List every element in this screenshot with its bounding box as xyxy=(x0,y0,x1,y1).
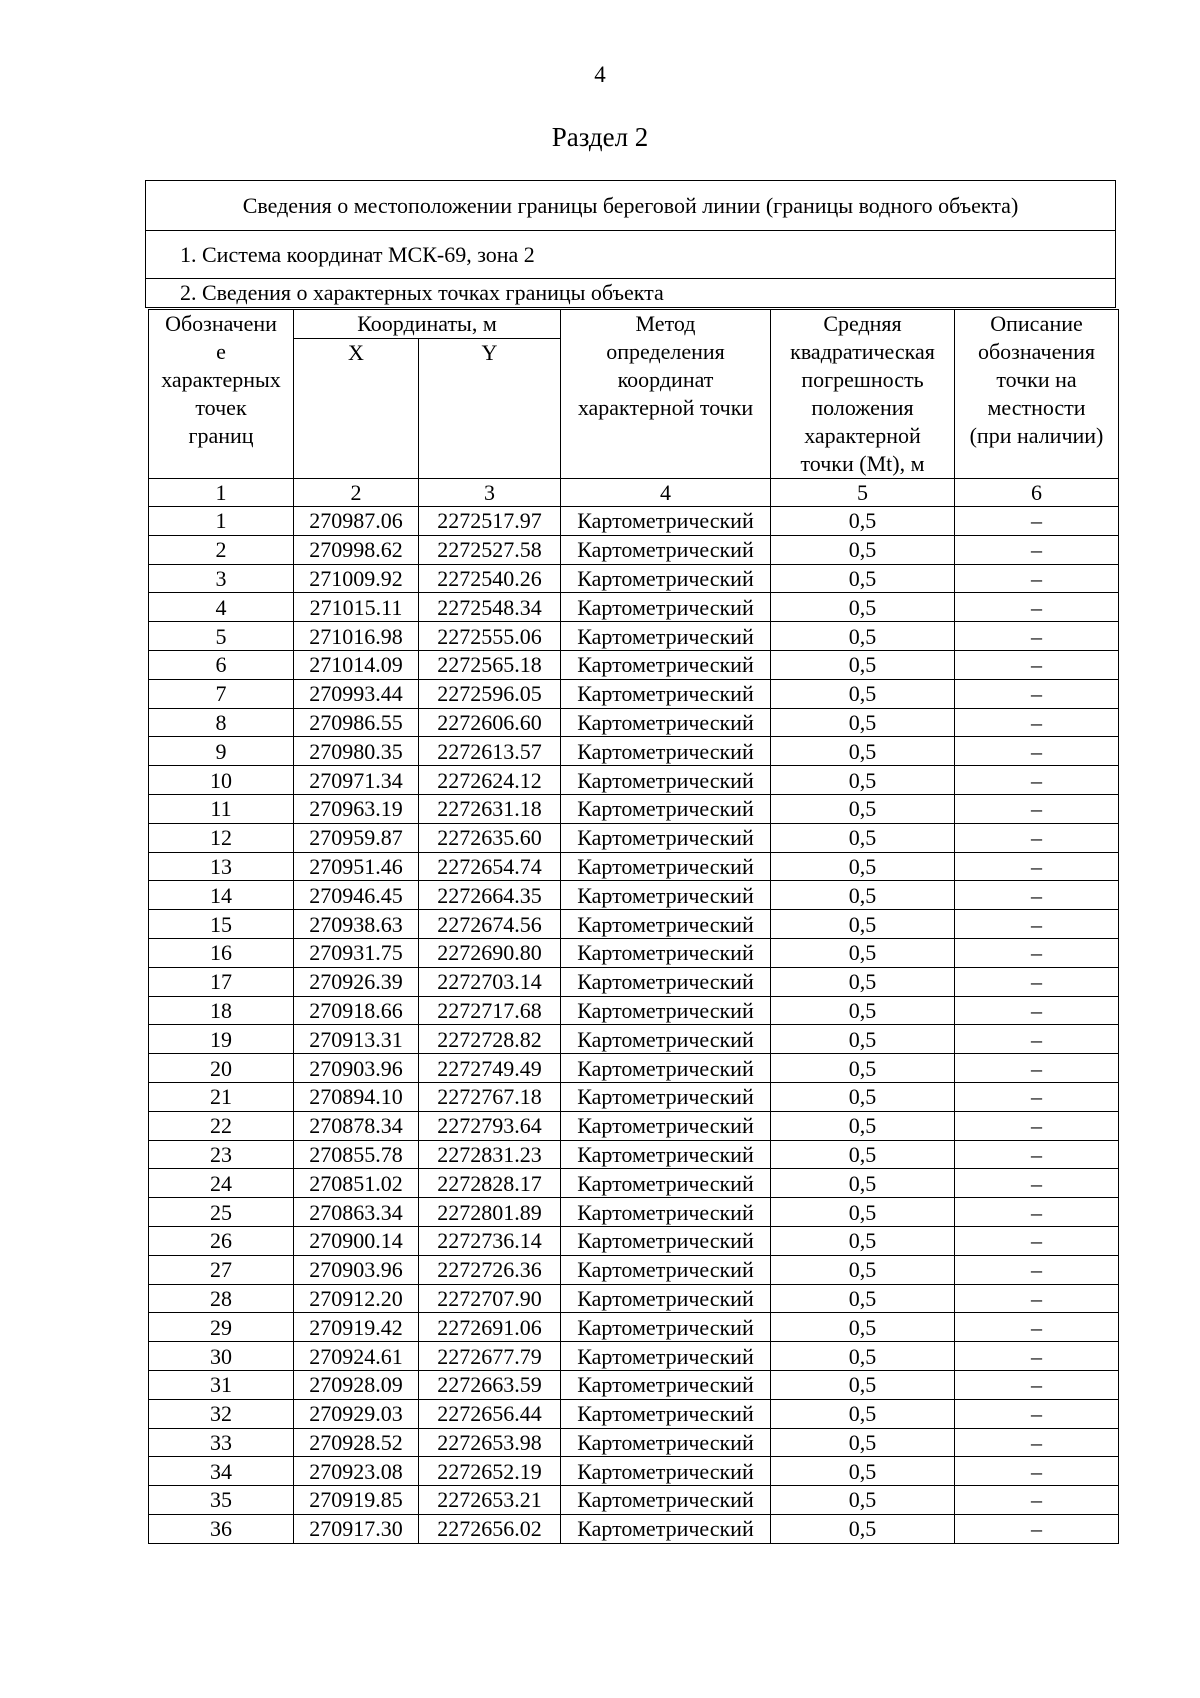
table-row xyxy=(149,708,1119,737)
y-coordinate-cell: 2272624.12 xyxy=(419,766,561,795)
point-number-cell: 36 xyxy=(149,1514,294,1543)
error-cell: 0,5 xyxy=(771,1140,955,1169)
method-cell: Картометрический xyxy=(561,650,771,679)
y-coordinate-cell: 2272631.18 xyxy=(419,794,561,823)
x-coordinate-cell: 270863.34 xyxy=(294,1198,419,1227)
point-number-cell: 16 xyxy=(149,938,294,967)
error-cell: 0,5 xyxy=(771,1025,955,1054)
description-cell: – xyxy=(955,881,1119,910)
method-cell: Картометрический xyxy=(561,910,771,939)
table-row xyxy=(149,507,1119,536)
table-row xyxy=(149,1025,1119,1054)
x-coordinate-cell: 270878.34 xyxy=(294,1111,419,1140)
description-cell: – xyxy=(955,1457,1119,1486)
point-number-cell: 4 xyxy=(149,593,294,622)
method-cell: Картометрический xyxy=(561,794,771,823)
method-cell: Картометрический xyxy=(561,1054,771,1083)
description-cell: – xyxy=(955,1284,1119,1313)
method-cell: Картометрический xyxy=(561,938,771,967)
table-row xyxy=(149,1054,1119,1083)
method-cell: Картометрический xyxy=(561,967,771,996)
table-row xyxy=(149,1198,1119,1227)
description-cell: – xyxy=(955,766,1119,795)
error-cell: 0,5 xyxy=(771,535,955,564)
description-cell: – xyxy=(955,1025,1119,1054)
method-cell: Картометрический xyxy=(561,564,771,593)
point-number-cell: 7 xyxy=(149,679,294,708)
point-number-cell: 19 xyxy=(149,1025,294,1054)
y-coordinate-cell: 2272653.98 xyxy=(419,1428,561,1457)
table-row xyxy=(149,737,1119,766)
y-coordinate-cell: 2272831.23 xyxy=(419,1140,561,1169)
table-row xyxy=(149,535,1119,564)
x-coordinate-cell: 270993.44 xyxy=(294,679,419,708)
y-coordinate-cell: 2272801.89 xyxy=(419,1198,561,1227)
table-row xyxy=(149,1342,1119,1371)
x-coordinate-cell: 271009.92 xyxy=(294,564,419,593)
error-cell: 0,5 xyxy=(771,881,955,910)
x-coordinate-cell: 270912.20 xyxy=(294,1284,419,1313)
description-cell: – xyxy=(955,1140,1119,1169)
error-cell: 0,5 xyxy=(771,737,955,766)
table-row xyxy=(149,967,1119,996)
description-cell: – xyxy=(955,622,1119,651)
table-row xyxy=(149,1111,1119,1140)
table-row xyxy=(149,823,1119,852)
error-cell: 0,5 xyxy=(771,1226,955,1255)
column-number: 1 xyxy=(149,479,294,507)
table-row xyxy=(149,1457,1119,1486)
x-coordinate-cell: 270913.31 xyxy=(294,1025,419,1054)
error-cell: 0,5 xyxy=(771,938,955,967)
y-coordinate-cell: 2272726.36 xyxy=(419,1255,561,1284)
point-number-cell: 26 xyxy=(149,1226,294,1255)
header-method: Метод определения координат характерной точки xyxy=(561,310,771,479)
point-number-cell: 35 xyxy=(149,1486,294,1515)
point-number-cell: 33 xyxy=(149,1428,294,1457)
method-cell: Картометрический xyxy=(561,1111,771,1140)
table-row xyxy=(149,1399,1119,1428)
y-coordinate-cell: 2272606.60 xyxy=(419,708,561,737)
point-number-cell: 3 xyxy=(149,564,294,593)
x-coordinate-cell: 270986.55 xyxy=(294,708,419,737)
y-coordinate-cell: 2272596.05 xyxy=(419,679,561,708)
description-cell: – xyxy=(955,564,1119,593)
y-coordinate-cell: 2272540.26 xyxy=(419,564,561,593)
header-error: Средняя квадратическая погрешность положения характерной точки (Mt), м xyxy=(771,310,955,479)
error-cell: 0,5 xyxy=(771,823,955,852)
x-coordinate-cell: 270919.85 xyxy=(294,1486,419,1515)
table-row xyxy=(149,996,1119,1025)
error-cell: 0,5 xyxy=(771,564,955,593)
point-number-cell: 2 xyxy=(149,535,294,564)
y-coordinate-cell: 2272664.35 xyxy=(419,881,561,910)
table-row xyxy=(149,1226,1119,1255)
table-row xyxy=(149,1514,1119,1543)
section-title: Раздел 2 xyxy=(551,122,649,152)
description-cell: – xyxy=(955,1198,1119,1227)
y-coordinate-cell: 2272635.60 xyxy=(419,823,561,852)
column-number: 5 xyxy=(771,479,955,507)
table-row xyxy=(149,679,1119,708)
method-cell: Картометрический xyxy=(561,1399,771,1428)
y-coordinate-cell: 2272656.02 xyxy=(419,1514,561,1543)
x-coordinate-cell: 271014.09 xyxy=(294,650,419,679)
y-coordinate-cell: 2272613.57 xyxy=(419,737,561,766)
error-cell: 0,5 xyxy=(771,1514,955,1543)
y-coordinate-cell: 2272793.64 xyxy=(419,1111,561,1140)
error-cell: 0,5 xyxy=(771,996,955,1025)
x-coordinate-cell: 270987.06 xyxy=(294,507,419,536)
method-cell: Картометрический xyxy=(561,1198,771,1227)
x-coordinate-cell: 271016.98 xyxy=(294,622,419,651)
method-cell: Картометрический xyxy=(561,507,771,536)
method-cell: Картометрический xyxy=(561,679,771,708)
method-cell: Картометрический xyxy=(561,852,771,881)
point-number-cell: 18 xyxy=(149,996,294,1025)
error-cell: 0,5 xyxy=(771,1198,955,1227)
y-coordinate-cell: 2272736.14 xyxy=(419,1226,561,1255)
description-cell: – xyxy=(955,679,1119,708)
x-coordinate-cell: 270963.19 xyxy=(294,794,419,823)
point-number-cell: 27 xyxy=(149,1255,294,1284)
point-number-cell: 1 xyxy=(149,507,294,536)
method-cell: Картометрический xyxy=(561,1514,771,1543)
x-coordinate-cell: 271015.11 xyxy=(294,593,419,622)
y-coordinate-cell: 2272517.97 xyxy=(419,507,561,536)
x-coordinate-cell: 270971.34 xyxy=(294,766,419,795)
error-cell: 0,5 xyxy=(771,1313,955,1342)
x-coordinate-cell: 270855.78 xyxy=(294,1140,419,1169)
y-coordinate-cell: 2272728.82 xyxy=(419,1025,561,1054)
table-row xyxy=(149,622,1119,651)
x-coordinate-cell: 270946.45 xyxy=(294,881,419,910)
description-cell: – xyxy=(955,1342,1119,1371)
coordinate-system: 1. Система координат МСК-69, зона 2 xyxy=(146,231,1115,279)
error-cell: 0,5 xyxy=(771,1255,955,1284)
error-cell: 0,5 xyxy=(771,1486,955,1515)
header-designation: Обозначени е характерных точек границ xyxy=(149,310,294,479)
table-row xyxy=(149,1486,1119,1515)
error-cell: 0,5 xyxy=(771,1169,955,1198)
y-coordinate-cell: 2272565.18 xyxy=(419,650,561,679)
description-cell: – xyxy=(955,852,1119,881)
method-cell: Картометрический xyxy=(561,593,771,622)
table-row xyxy=(149,1313,1119,1342)
point-number-cell: 22 xyxy=(149,1111,294,1140)
y-coordinate-cell: 2272767.18 xyxy=(419,1082,561,1111)
y-coordinate-cell: 2272707.90 xyxy=(419,1284,561,1313)
point-number-cell: 32 xyxy=(149,1399,294,1428)
description-cell: – xyxy=(955,1399,1119,1428)
description-cell: – xyxy=(955,1370,1119,1399)
method-cell: Картометрический xyxy=(561,1370,771,1399)
x-coordinate-cell: 270903.96 xyxy=(294,1255,419,1284)
table-row xyxy=(149,650,1119,679)
x-coordinate-cell: 270929.03 xyxy=(294,1399,419,1428)
method-cell: Картометрический xyxy=(561,1457,771,1486)
description-cell: – xyxy=(955,708,1119,737)
error-cell: 0,5 xyxy=(771,1284,955,1313)
x-coordinate-cell: 270998.62 xyxy=(294,535,419,564)
points-heading: 2. Сведения о характерных точках границы объекта xyxy=(180,280,664,305)
error-cell: 0,5 xyxy=(771,622,955,651)
box-title: Сведения о местоположении границы береговой линии (границы водного объекта) xyxy=(146,181,1115,231)
method-cell: Картометрический xyxy=(561,535,771,564)
point-number-cell: 28 xyxy=(149,1284,294,1313)
description-cell: – xyxy=(955,1486,1119,1515)
x-coordinate-cell: 270900.14 xyxy=(294,1226,419,1255)
point-number-cell: 13 xyxy=(149,852,294,881)
point-number-cell: 11 xyxy=(149,794,294,823)
x-coordinate-cell: 270926.39 xyxy=(294,967,419,996)
x-coordinate-cell: 270951.46 xyxy=(294,852,419,881)
description-cell: – xyxy=(955,737,1119,766)
method-cell: Картометрический xyxy=(561,622,771,651)
point-number-cell: 23 xyxy=(149,1140,294,1169)
method-cell: Картометрический xyxy=(561,1486,771,1515)
point-number-cell: 29 xyxy=(149,1313,294,1342)
y-coordinate-cell: 2272674.56 xyxy=(419,910,561,939)
method-cell: Картометрический xyxy=(561,1169,771,1198)
table-row xyxy=(149,766,1119,795)
table-row xyxy=(149,1284,1119,1313)
description-cell: – xyxy=(955,1054,1119,1083)
method-cell: Картометрический xyxy=(561,1025,771,1054)
y-coordinate-cell: 2272663.59 xyxy=(419,1370,561,1399)
method-cell: Картометрический xyxy=(561,1226,771,1255)
x-coordinate-cell: 270851.02 xyxy=(294,1169,419,1198)
x-coordinate-cell: 270924.61 xyxy=(294,1342,419,1371)
y-coordinate-cell: 2272690.80 xyxy=(419,938,561,967)
x-coordinate-cell: 270917.30 xyxy=(294,1514,419,1543)
description-cell: – xyxy=(955,910,1119,939)
point-number-cell: 25 xyxy=(149,1198,294,1227)
method-cell: Картометрический xyxy=(561,1082,771,1111)
description-cell: – xyxy=(955,1169,1119,1198)
method-cell: Картометрический xyxy=(561,823,771,852)
description-cell: – xyxy=(955,593,1119,622)
y-coordinate-cell: 2272717.68 xyxy=(419,996,561,1025)
point-number-cell: 15 xyxy=(149,910,294,939)
point-number-cell: 20 xyxy=(149,1054,294,1083)
point-number-cell: 17 xyxy=(149,967,294,996)
method-cell: Картометрический xyxy=(561,1428,771,1457)
x-coordinate-cell: 270894.10 xyxy=(294,1082,419,1111)
table-row xyxy=(149,852,1119,881)
table-row xyxy=(149,1082,1119,1111)
description-cell: – xyxy=(955,938,1119,967)
points-table xyxy=(148,309,1119,1544)
method-cell: Картометрический xyxy=(561,881,771,910)
point-number-cell: 10 xyxy=(149,766,294,795)
error-cell: 0,5 xyxy=(771,1054,955,1083)
header-coordinates: Координаты, м xyxy=(294,310,561,339)
table-row xyxy=(149,1140,1119,1169)
error-cell: 0,5 xyxy=(771,967,955,996)
description-cell: – xyxy=(955,1428,1119,1457)
header-y: Y xyxy=(419,339,561,479)
error-cell: 0,5 xyxy=(771,1399,955,1428)
error-cell: 0,5 xyxy=(771,794,955,823)
table-row xyxy=(149,794,1119,823)
y-coordinate-cell: 2272555.06 xyxy=(419,622,561,651)
method-cell: Картометрический xyxy=(561,1140,771,1169)
y-coordinate-cell: 2272548.34 xyxy=(419,593,561,622)
description-cell: – xyxy=(955,535,1119,564)
method-cell: Картометрический xyxy=(561,766,771,795)
header-x: X xyxy=(294,339,419,479)
x-coordinate-cell: 270923.08 xyxy=(294,1457,419,1486)
point-number-cell: 30 xyxy=(149,1342,294,1371)
error-cell: 0,5 xyxy=(771,1370,955,1399)
error-cell: 0,5 xyxy=(771,708,955,737)
table-row xyxy=(149,938,1119,967)
y-coordinate-cell: 2272703.14 xyxy=(419,967,561,996)
table-row xyxy=(149,1255,1119,1284)
y-coordinate-cell: 2272652.19 xyxy=(419,1457,561,1486)
error-cell: 0,5 xyxy=(771,593,955,622)
point-number-cell: 24 xyxy=(149,1169,294,1198)
description-cell: – xyxy=(955,1082,1119,1111)
header-row xyxy=(149,310,1119,339)
y-coordinate-cell: 2272749.49 xyxy=(419,1054,561,1083)
method-cell: Картометрический xyxy=(561,1284,771,1313)
x-coordinate-cell: 270928.09 xyxy=(294,1370,419,1399)
method-cell: Картометрический xyxy=(561,1342,771,1371)
table-row xyxy=(149,593,1119,622)
point-number-cell: 12 xyxy=(149,823,294,852)
description-cell: – xyxy=(955,967,1119,996)
table-row xyxy=(149,881,1119,910)
point-number-cell: 34 xyxy=(149,1457,294,1486)
description-cell: – xyxy=(955,1514,1119,1543)
error-cell: 0,5 xyxy=(771,1428,955,1457)
y-coordinate-cell: 2272828.17 xyxy=(419,1169,561,1198)
column-number: 2 xyxy=(294,479,419,507)
description-cell: – xyxy=(955,650,1119,679)
description-cell: – xyxy=(955,996,1119,1025)
header-description: Описание обозначения точки на местности (при наличии) xyxy=(955,310,1119,479)
error-cell: 0,5 xyxy=(771,507,955,536)
description-cell: – xyxy=(955,794,1119,823)
description-cell: – xyxy=(955,1111,1119,1140)
point-number-cell: 8 xyxy=(149,708,294,737)
x-coordinate-cell: 270919.42 xyxy=(294,1313,419,1342)
column-numbers-row xyxy=(149,479,1119,507)
x-coordinate-cell: 270938.63 xyxy=(294,910,419,939)
description-cell: – xyxy=(955,507,1119,536)
error-cell: 0,5 xyxy=(771,910,955,939)
x-coordinate-cell: 270928.52 xyxy=(294,1428,419,1457)
error-cell: 0,5 xyxy=(771,679,955,708)
method-cell: Картометрический xyxy=(561,708,771,737)
x-coordinate-cell: 270931.75 xyxy=(294,938,419,967)
point-number-cell: 5 xyxy=(149,622,294,651)
error-cell: 0,5 xyxy=(771,852,955,881)
table-row xyxy=(149,910,1119,939)
y-coordinate-cell: 2272654.74 xyxy=(419,852,561,881)
column-number: 6 xyxy=(955,479,1119,507)
error-cell: 0,5 xyxy=(771,766,955,795)
column-number: 4 xyxy=(561,479,771,507)
x-coordinate-cell: 270903.96 xyxy=(294,1054,419,1083)
point-number-cell: 21 xyxy=(149,1082,294,1111)
y-coordinate-cell: 2272691.06 xyxy=(419,1313,561,1342)
method-cell: Картометрический xyxy=(561,737,771,766)
point-number-cell: 9 xyxy=(149,737,294,766)
x-coordinate-cell: 270980.35 xyxy=(294,737,419,766)
table-row xyxy=(149,1169,1119,1198)
y-coordinate-cell: 2272656.44 xyxy=(419,1399,561,1428)
y-coordinate-cell: 2272527.58 xyxy=(419,535,561,564)
method-cell: Картометрический xyxy=(561,1313,771,1342)
description-cell: – xyxy=(955,823,1119,852)
description-cell: – xyxy=(955,1255,1119,1284)
y-coordinate-cell: 2272677.79 xyxy=(419,1342,561,1371)
table-row xyxy=(149,1370,1119,1399)
error-cell: 0,5 xyxy=(771,650,955,679)
x-coordinate-cell: 270959.87 xyxy=(294,823,419,852)
description-cell: – xyxy=(955,1226,1119,1255)
point-number-cell: 14 xyxy=(149,881,294,910)
table-row xyxy=(149,1428,1119,1457)
error-cell: 0,5 xyxy=(771,1082,955,1111)
method-cell: Картометрический xyxy=(561,996,771,1025)
error-cell: 0,5 xyxy=(771,1342,955,1371)
y-coordinate-cell: 2272653.21 xyxy=(419,1486,561,1515)
page-number: 4 xyxy=(594,62,606,87)
error-cell: 0,5 xyxy=(771,1111,955,1140)
x-coordinate-cell: 270918.66 xyxy=(294,996,419,1025)
error-cell: 0,5 xyxy=(771,1457,955,1486)
table-row xyxy=(149,564,1119,593)
method-cell: Картометрический xyxy=(561,1255,771,1284)
boundary-info-box xyxy=(145,180,1116,308)
point-number-cell: 31 xyxy=(149,1370,294,1399)
point-number-cell: 6 xyxy=(149,650,294,679)
description-cell: – xyxy=(955,1313,1119,1342)
column-number: 3 xyxy=(419,479,561,507)
